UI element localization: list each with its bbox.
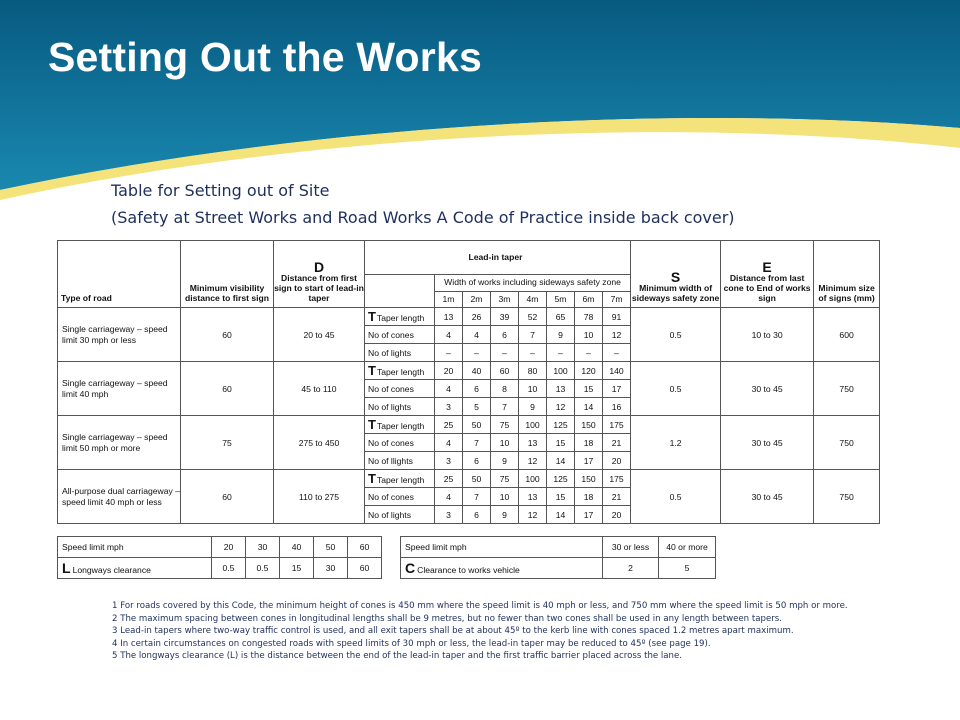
visibility-cell: 75 bbox=[181, 416, 274, 470]
longways-label-text: Longways clearance bbox=[72, 565, 151, 575]
header-width-of-works: Width of works including sideways safety zone bbox=[435, 275, 631, 292]
taper-length-label bbox=[365, 308, 435, 326]
cones-value: 21 bbox=[603, 488, 631, 506]
header-type-of-road: Type of road bbox=[58, 241, 181, 308]
lights-value: 7 bbox=[491, 398, 519, 416]
slide-title: Setting Out the Works bbox=[48, 34, 482, 80]
longways-value: 0.5 bbox=[212, 558, 246, 579]
cones-value: 21 bbox=[603, 434, 631, 452]
lights-value: 20 bbox=[603, 452, 631, 470]
taper-length-text: Taper length bbox=[376, 475, 425, 485]
taper-length-value: 125 bbox=[547, 470, 575, 488]
lights-value: 9 bbox=[491, 506, 519, 524]
taper-length-value: 140 bbox=[603, 362, 631, 380]
cones-value: 18 bbox=[575, 434, 603, 452]
cones-value: 7 bbox=[519, 326, 547, 344]
e-distance-cell: 10 to 30 bbox=[721, 308, 814, 362]
cones-value: 4 bbox=[435, 326, 463, 344]
header-e-text: Distance from last cone to End of works sign bbox=[723, 273, 811, 304]
taper-length-value: 25 bbox=[435, 416, 463, 434]
cones-value: 18 bbox=[575, 488, 603, 506]
header-lead-in-blank bbox=[365, 241, 435, 275]
cones-value: 10 bbox=[519, 380, 547, 398]
lights-value: 12 bbox=[519, 506, 547, 524]
taper-length-value: 50 bbox=[463, 416, 491, 434]
cones-value: 10 bbox=[491, 488, 519, 506]
road-type-cell: Single carriageway – speed limit 40 mph bbox=[58, 362, 181, 416]
lights-value: 17 bbox=[575, 452, 603, 470]
clearance-value: 2 bbox=[603, 558, 659, 579]
lights-value: 9 bbox=[519, 398, 547, 416]
longways-speed: 40 bbox=[280, 537, 314, 558]
lights-value: – bbox=[463, 344, 491, 362]
taper-length-value: 80 bbox=[519, 362, 547, 380]
cones-value: 17 bbox=[603, 380, 631, 398]
cones-value: 6 bbox=[491, 326, 519, 344]
clearance-row-label bbox=[401, 558, 603, 579]
header-lead-in-label-spacer bbox=[365, 275, 435, 308]
header-lead-in-taper: Lead-in taper bbox=[435, 241, 631, 275]
longways-letter: L bbox=[62, 560, 71, 576]
setting-out-table bbox=[57, 240, 880, 524]
taper-letter: T bbox=[368, 309, 376, 324]
taper-length-value: 40 bbox=[463, 362, 491, 380]
taper-length-value: 75 bbox=[491, 416, 519, 434]
taper-length-value: 39 bbox=[491, 308, 519, 326]
cones-value: 13 bbox=[519, 434, 547, 452]
d-distance-cell: 45 to 110 bbox=[274, 362, 365, 416]
visibility-cell: 60 bbox=[181, 362, 274, 416]
taper-length-row bbox=[58, 416, 880, 434]
cones-value: 4 bbox=[463, 326, 491, 344]
longways-row-label bbox=[58, 558, 212, 579]
road-type-cell: All-purpose dual carriageway – speed limit 40 mph or less bbox=[58, 470, 181, 524]
header-min-size-signs: Minimum size of signs (mm) bbox=[814, 241, 880, 308]
cones-value: 4 bbox=[435, 434, 463, 452]
taper-letter: T bbox=[368, 471, 376, 486]
longways-value: 0.5 bbox=[246, 558, 280, 579]
header-min-visibility: Minimum visibility distance to first sign bbox=[181, 241, 274, 308]
road-type-cell: Single carriageway – speed limit 50 mph or more bbox=[58, 416, 181, 470]
taper-length-label bbox=[365, 362, 435, 380]
setting-out-table-body bbox=[58, 308, 880, 524]
cones-value: 7 bbox=[463, 434, 491, 452]
taper-length-value: 150 bbox=[575, 416, 603, 434]
clearance-value-row bbox=[401, 558, 716, 579]
header-s-text: Minimum width of sideways safety zone bbox=[631, 283, 720, 304]
lights-value: 3 bbox=[435, 398, 463, 416]
s-width-cell: 1.2 bbox=[631, 416, 721, 470]
longways-value: 30 bbox=[314, 558, 348, 579]
taper-length-value: 13 bbox=[435, 308, 463, 326]
lights-value: – bbox=[435, 344, 463, 362]
header-e-letter: E bbox=[762, 259, 772, 276]
lights-value: – bbox=[491, 344, 519, 362]
lights-value: 16 bbox=[603, 398, 631, 416]
cones-label: No of cones bbox=[365, 380, 435, 398]
longways-value: 60 bbox=[348, 558, 382, 579]
title-banner bbox=[0, 0, 960, 200]
d-distance-cell: 275 to 450 bbox=[274, 416, 365, 470]
longways-value-row bbox=[58, 558, 382, 579]
lights-value: – bbox=[547, 344, 575, 362]
header-width-col: 4m bbox=[519, 292, 547, 308]
footnotes bbox=[112, 600, 912, 663]
cones-value: 7 bbox=[463, 488, 491, 506]
cones-value: 4 bbox=[435, 380, 463, 398]
cones-value: 9 bbox=[547, 326, 575, 344]
lights-value: 9 bbox=[491, 452, 519, 470]
lights-value: 14 bbox=[575, 398, 603, 416]
lights-value: 20 bbox=[603, 506, 631, 524]
taper-length-value: 78 bbox=[575, 308, 603, 326]
taper-length-value: 60 bbox=[491, 362, 519, 380]
header-e bbox=[721, 241, 814, 308]
cones-value: 6 bbox=[463, 380, 491, 398]
s-width-cell: 0.5 bbox=[631, 308, 721, 362]
cones-value: 13 bbox=[519, 488, 547, 506]
taper-length-text: Taper length bbox=[376, 313, 425, 323]
lights-value: 17 bbox=[575, 506, 603, 524]
taper-length-row bbox=[58, 362, 880, 380]
lights-value: 3 bbox=[435, 452, 463, 470]
longways-speed-row bbox=[58, 537, 382, 558]
taper-length-value: 26 bbox=[463, 308, 491, 326]
e-distance-cell: 30 to 45 bbox=[721, 416, 814, 470]
taper-length-value: 150 bbox=[575, 470, 603, 488]
visibility-cell: 60 bbox=[181, 308, 274, 362]
longways-speed: 50 bbox=[314, 537, 348, 558]
clearance-label-text: Clearance to works vehicle bbox=[417, 565, 520, 575]
header-width-col: 3m bbox=[491, 292, 519, 308]
longways-speed: 20 bbox=[212, 537, 246, 558]
header-width-col: 6m bbox=[575, 292, 603, 308]
header-width-col: 1m bbox=[435, 292, 463, 308]
lights-value: 14 bbox=[547, 506, 575, 524]
cones-value: 15 bbox=[575, 380, 603, 398]
clearance-value: 5 bbox=[659, 558, 716, 579]
clearance-letter: C bbox=[405, 560, 416, 576]
taper-length-value: 100 bbox=[519, 470, 547, 488]
footnote: 5 The longways clearance (L) is the distance between the end of the lead-in taper and the first traffic barrier placed across the lane. bbox=[112, 651, 683, 661]
road-type-cell: Single carriageway – speed limit 30 mph or less bbox=[58, 308, 181, 362]
sign-size-cell: 750 bbox=[814, 362, 880, 416]
sign-size-cell: 600 bbox=[814, 308, 880, 362]
footnote: 4 In certain circumstances on congested roads with speed limits of 30 mph or less, the lead-in taper may be reduced to 45º (see page 19). bbox=[112, 638, 711, 649]
cones-label: No of cones bbox=[365, 434, 435, 452]
taper-length-label bbox=[365, 416, 435, 434]
cones-value: 12 bbox=[603, 326, 631, 344]
d-distance-cell: 20 to 45 bbox=[274, 308, 365, 362]
cones-label: No of cones bbox=[365, 326, 435, 344]
header-d bbox=[274, 241, 365, 308]
sign-size-cell: 750 bbox=[814, 470, 880, 524]
taper-length-text: Taper length bbox=[376, 367, 425, 377]
header-d-letter: D bbox=[313, 259, 325, 276]
clearance-speed: 30 or less bbox=[603, 537, 659, 558]
taper-length-text: Taper length bbox=[376, 421, 425, 431]
s-width-cell: 0.5 bbox=[631, 362, 721, 416]
taper-length-row bbox=[58, 470, 880, 488]
lights-value: 14 bbox=[547, 452, 575, 470]
footnote: 3 Lead-in tapers where two-way traffic control is used, and all exit tapers shall be at about 45º to the kerb line with cones spaced 1.2 metres apart maximum. bbox=[112, 626, 794, 636]
lights-value: 12 bbox=[519, 452, 547, 470]
lights-label: No of lights bbox=[365, 344, 435, 362]
taper-length-value: 91 bbox=[603, 308, 631, 326]
d-distance-cell: 110 to 275 bbox=[274, 470, 365, 524]
longways-speed: 30 bbox=[246, 537, 280, 558]
header-s-letter: S bbox=[670, 269, 681, 286]
lights-value: 12 bbox=[547, 398, 575, 416]
header-s bbox=[631, 241, 721, 308]
lights-value: 3 bbox=[435, 506, 463, 524]
lights-label: No of lights bbox=[365, 398, 435, 416]
taper-length-row bbox=[58, 308, 880, 326]
taper-length-value: 25 bbox=[435, 470, 463, 488]
clearance-table bbox=[400, 536, 716, 579]
taper-length-value: 125 bbox=[547, 416, 575, 434]
taper-length-value: 175 bbox=[603, 416, 631, 434]
e-distance-cell: 30 to 45 bbox=[721, 470, 814, 524]
cones-value: 4 bbox=[435, 488, 463, 506]
taper-letter: T bbox=[368, 363, 376, 378]
longways-value: 15 bbox=[280, 558, 314, 579]
lights-label: No of llights bbox=[365, 452, 435, 470]
cones-value: 8 bbox=[491, 380, 519, 398]
subtitle bbox=[111, 177, 735, 231]
taper-length-value: 100 bbox=[547, 362, 575, 380]
cones-value: 13 bbox=[547, 380, 575, 398]
taper-length-value: 50 bbox=[463, 470, 491, 488]
clearance-speed-label: Speed limit mph bbox=[401, 537, 603, 558]
visibility-cell: 60 bbox=[181, 470, 274, 524]
taper-length-value: 100 bbox=[519, 416, 547, 434]
taper-length-value: 75 bbox=[491, 470, 519, 488]
subtitle-line-1: Table for Setting out of Site bbox=[111, 181, 330, 200]
header-d-text: Distance from first sign to start of lead-in taper bbox=[274, 273, 364, 304]
taper-length-value: 120 bbox=[575, 362, 603, 380]
cones-label: No of cones bbox=[365, 488, 435, 506]
footnote: 2 The maximum spacing between cones in longitudinal lengths shall be 9 metres, but no fewer than two cones shall be used in any length between tapers. bbox=[112, 613, 782, 624]
lights-value: 5 bbox=[463, 398, 491, 416]
longways-speed: 60 bbox=[348, 537, 382, 558]
lights-value: – bbox=[575, 344, 603, 362]
taper-letter: T bbox=[368, 417, 376, 432]
longways-clearance-table bbox=[57, 536, 382, 579]
header-width-col: 7m bbox=[603, 292, 631, 308]
lights-value: – bbox=[519, 344, 547, 362]
taper-length-value: 175 bbox=[603, 470, 631, 488]
taper-length-value: 65 bbox=[547, 308, 575, 326]
s-width-cell: 0.5 bbox=[631, 470, 721, 524]
lights-value: – bbox=[603, 344, 631, 362]
taper-length-label bbox=[365, 470, 435, 488]
clearance-speed-row bbox=[401, 537, 716, 558]
cones-value: 15 bbox=[547, 434, 575, 452]
sign-size-cell: 750 bbox=[814, 416, 880, 470]
cones-value: 10 bbox=[491, 434, 519, 452]
lights-label: No of lights bbox=[365, 506, 435, 524]
taper-length-value: 52 bbox=[519, 308, 547, 326]
e-distance-cell: 30 to 45 bbox=[721, 362, 814, 416]
taper-length-value: 20 bbox=[435, 362, 463, 380]
lights-value: 6 bbox=[463, 506, 491, 524]
clearance-speed: 40 or more bbox=[659, 537, 716, 558]
lights-value: 6 bbox=[463, 452, 491, 470]
footnote: 1 For roads covered by this Code, the minimum height of cones is 450 mm where the speed limit is 40 mph or less, and 750 mm where the speed limit is 50 mph or more. bbox=[112, 601, 848, 611]
longways-speed-label: Speed limit mph bbox=[58, 537, 212, 558]
header-width-col: 5m bbox=[547, 292, 575, 308]
subtitle-line-2: (Safety at Street Works and Road Works A Code of Practice inside back cover) bbox=[111, 208, 735, 227]
cones-value: 15 bbox=[547, 488, 575, 506]
cones-value: 10 bbox=[575, 326, 603, 344]
header-width-col: 2m bbox=[463, 292, 491, 308]
